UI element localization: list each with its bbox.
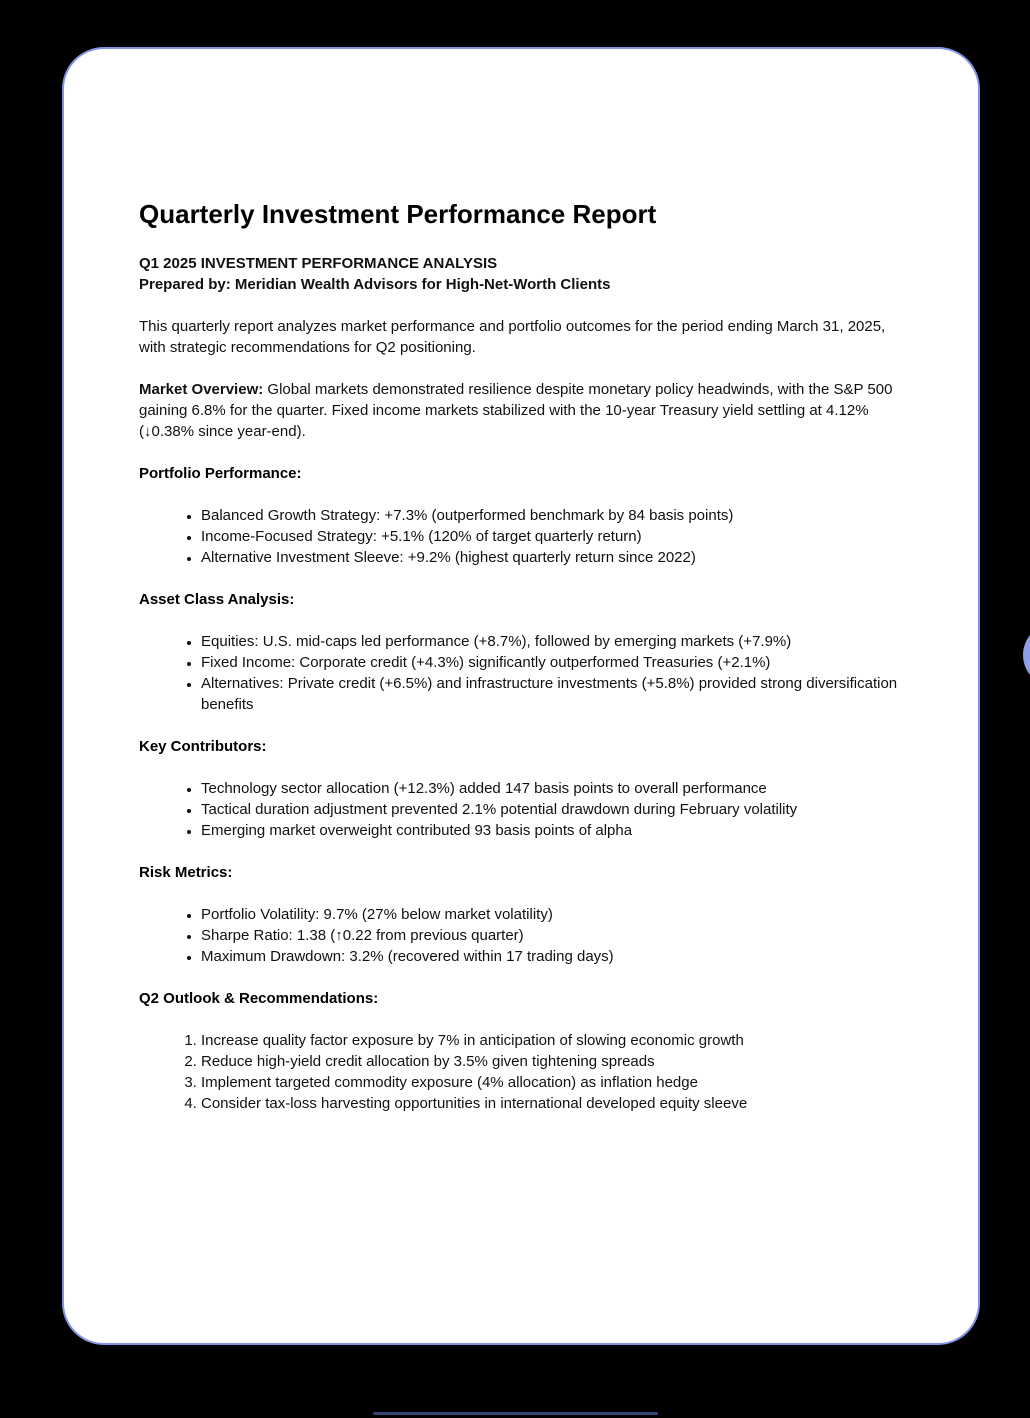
bullet-list xyxy=(139,778,909,841)
section-heading: Risk Metrics: xyxy=(139,864,233,881)
bullet-list xyxy=(139,505,909,568)
document-meta xyxy=(139,253,909,295)
section-heading: Key Contributors: xyxy=(139,738,267,755)
list-item: 2. Reduce high-yield credit allocation by 3.5% given tightening spreads xyxy=(201,1051,909,1072)
list-item: • Sharpe Ratio: 1.38 (↑0.22 from previous quarter) xyxy=(201,925,909,946)
list-item: • Portfolio Volatility: 9.7% (27% below market volatility) xyxy=(201,904,909,925)
market-overview-text: Global markets demonstrated resilience despite monetary policy headwinds, with the S&P 500 gaining 6.8% for the quarter. Fixed income markets stabilized with the 10-year Treasury yield settling at 4.12% (↓0.38% since year-end). xyxy=(139,381,893,440)
numbered-list xyxy=(139,1030,909,1114)
list-item: • Equities: U.S. mid-caps led performance (+8.7%), followed by emerging markets (+7.9%) xyxy=(201,631,909,652)
document-meta-line-1: Q1 2025 INVESTMENT PERFORMANCE ANALYSIS xyxy=(139,255,498,272)
document-sections xyxy=(139,463,909,1114)
market-overview-label: Market Overview: xyxy=(139,381,264,398)
list-item: • Emerging market overweight contributed 93 basis points of alpha xyxy=(201,820,909,841)
document-content xyxy=(139,199,909,1135)
list-item: 1. Increase quality factor exposure by 7% in anticipation of slowing economic growth xyxy=(201,1030,909,1051)
market-overview-paragraph xyxy=(139,379,909,442)
list-item: • Income-Focused Strategy: +5.1% (120% of target quarterly return) xyxy=(201,526,909,547)
list-item: • Balanced Growth Strategy: +7.3% (outperformed benchmark by 84 basis points) xyxy=(201,505,909,526)
bullet-list xyxy=(139,631,909,715)
list-item: 4. Consider tax-loss harvesting opportunities in international developed equity sleeve xyxy=(201,1093,909,1114)
document-title: Quarterly Investment Performance Report xyxy=(139,199,657,229)
list-item: 3. Implement targeted commodity exposure (4% allocation) as inflation hedge xyxy=(201,1072,909,1093)
list-item: • Maximum Drawdown: 3.2% (recovered within 17 trading days) xyxy=(201,946,909,967)
list-item: • Alternatives: Private credit (+6.5%) and infrastructure investments (+5.8%) provided strong diversification benefits xyxy=(201,673,909,715)
list-item: • Technology sector allocation (+12.3%) added 147 basis points to overall performance xyxy=(201,778,909,799)
list-item: • Fixed Income: Corporate credit (+4.3%) significantly outperformed Treasuries (+2.1%) xyxy=(201,652,909,673)
document-meta-line-2: Prepared by: Meridian Wealth Advisors for High-Net-Worth Clients xyxy=(139,276,611,293)
section-heading: Portfolio Performance: xyxy=(139,465,302,482)
list-item: • Alternative Investment Sleeve: +9.2% (highest quarterly return since 2022) xyxy=(201,547,909,568)
bullet-list xyxy=(139,904,909,967)
edge-circle-handle[interactable] xyxy=(1023,623,1030,687)
home-indicator-bar[interactable] xyxy=(373,1412,658,1415)
document-page-card xyxy=(62,47,980,1345)
section-heading: Asset Class Analysis: xyxy=(139,591,295,608)
list-item: • Tactical duration adjustment prevented 2.1% potential drawdown during February volatility xyxy=(201,799,909,820)
intro-paragraph: This quarterly report analyzes market performance and portfolio outcomes for the period ending March 31, 2025, with strategic recommendations for Q2 positioning. xyxy=(139,318,886,356)
section-heading: Q2 Outlook & Recommendations: xyxy=(139,990,379,1007)
